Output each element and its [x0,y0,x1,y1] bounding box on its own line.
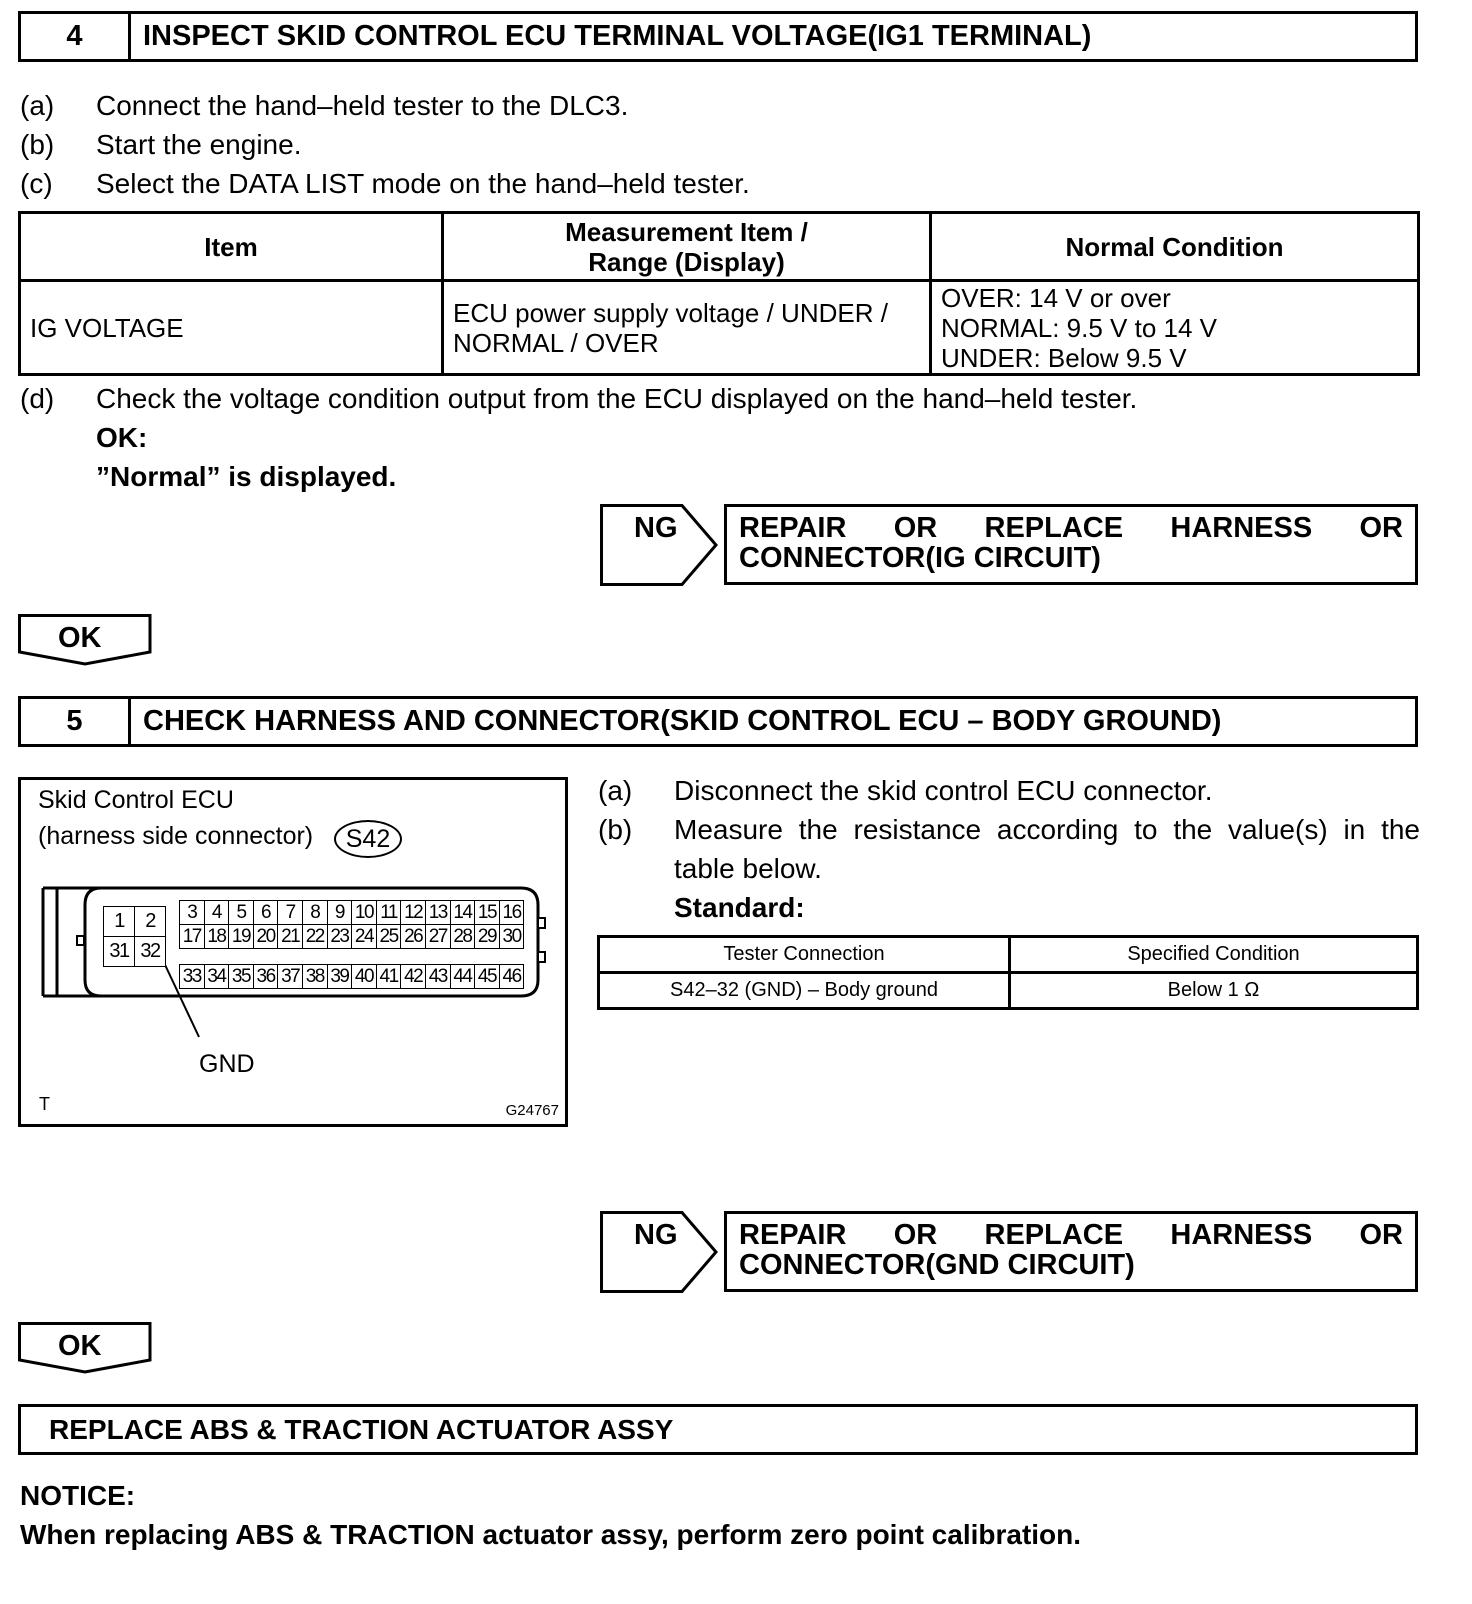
pin-20: 20 [253,924,279,949]
standard-label: Standard: [674,892,805,923]
pin-9: 9 [327,900,353,925]
step-label: (b) [20,129,55,160]
pin-32: 32 [134,936,166,967]
step-number: 5 [21,699,131,744]
header-specified-condition: Specified Condition [1010,937,1418,973]
step-text: Disconnect the skid control ECU connector. [674,775,1213,806]
pin-12: 12 [400,900,426,925]
header-measurement [443,213,931,281]
final-title: REPLACE ABS & TRACTION ACTUATOR ASSY [49,1413,674,1445]
pin-27: 27 [425,924,451,949]
pin-24: 24 [351,924,377,949]
step-4a [20,90,628,122]
pin-31: 31 [103,936,135,967]
word: OR [893,512,938,544]
step-text: Start the engine. [96,129,302,160]
pin-8: 8 [302,900,328,925]
word: HARNESS [1170,512,1313,544]
header-item: Item [20,213,443,281]
step-4c [20,168,750,200]
pin-33: 33 [179,964,205,989]
cell-item: IG VOLTAGE [20,281,443,375]
header-tester-connection: Tester Connection [599,937,1010,973]
pin-16: 16 [499,900,525,925]
cell-line: UNDER: Below 9.5 V [941,342,1187,373]
word: REPAIR [739,1219,847,1251]
pin-19: 19 [228,924,254,949]
gnd-label: GND [199,1050,255,1078]
step-5a [598,775,1212,807]
step-label: (a) [598,775,633,806]
step-5b [598,814,1420,846]
pin-3: 3 [179,900,205,925]
step-title: CHECK HARNESS AND CONNECTOR(SKID CONTROL ECU – BODY GROUND) [143,705,1222,737]
step-number: 4 [21,14,131,59]
pin-28: 28 [450,924,476,949]
pin-10: 10 [351,900,377,925]
step-5-header [18,696,1418,747]
pin-30: 30 [499,924,525,949]
connector-diagram [18,777,568,1127]
header-line: Measurement Item / [565,216,808,247]
resistance-table [597,935,1419,1010]
pin-2: 2 [134,906,166,937]
data-list-table [18,211,1420,376]
ng-result-line: CONNECTOR(GND CIRCUIT) [739,1249,1135,1281]
step-label: (a) [20,90,55,121]
pin-29: 29 [474,924,500,949]
step-4d [20,383,1137,415]
word: OR [1359,512,1403,544]
pin-21: 21 [277,924,303,949]
cell-line: NORMAL: 9.5 V to 14 V [941,312,1218,343]
pin-6: 6 [253,900,279,925]
ng-label: NG [634,512,678,544]
pin-7: 7 [277,900,303,925]
step-text: Check the voltage condition output from the ECU displayed on the hand–held tester. [96,383,1138,414]
pin-14: 14 [450,900,476,925]
word: OR [1359,1219,1403,1251]
ok-label: OK: [96,422,148,453]
notice-text: When replacing ABS & TRACTION actuator assy, perform zero point calibration. [20,1519,1082,1550]
pin-13: 13 [425,900,451,925]
pin-22: 22 [302,924,328,949]
ng-result-line [739,1220,1403,1250]
header-line: Range (Display) [588,246,785,277]
pin-45: 45 [474,964,500,989]
cell-normal [931,281,1419,375]
pin-38: 38 [302,964,328,989]
step-title: INSPECT SKID CONTROL ECU TERMINAL VOLTAGE(IG1 TERMINAL) [143,20,1092,52]
pin-1: 1 [103,906,135,937]
cell-line: ECU power supply voltage / UNDER / [453,297,888,328]
ng-result-box [724,1211,1418,1292]
pin-39: 39 [327,964,353,989]
step-label: (b) [598,814,633,845]
cell-line: NORMAL / OVER [453,327,659,358]
step-4b [20,129,301,161]
word: REPLACE [984,512,1124,544]
header-normal: Normal Condition [931,213,1419,281]
step-label: (c) [20,168,53,199]
step-text: Connect the hand–held tester to the DLC3. [96,90,629,121]
pin-4: 4 [204,900,230,925]
pin-34: 34 [204,964,230,989]
pin-15: 15 [474,900,500,925]
step-label: (d) [20,383,55,414]
ng-result-line: CONNECTOR(IG CIRCUIT) [739,542,1101,574]
word: HARNESS [1170,1219,1313,1251]
ng-label: NG [634,1219,678,1251]
pin-18: 18 [204,924,230,949]
cell-line: OVER: 14 V or over [941,282,1171,313]
cell-tester-connection: S42–32 (GND) – Body ground [599,973,1010,1009]
notice-label: NOTICE: [20,1480,136,1511]
pin-23: 23 [327,924,353,949]
pin-37: 37 [277,964,303,989]
word: OR [893,1219,938,1251]
pin-26: 26 [400,924,426,949]
ng-result-line [739,513,1403,543]
ok-arrow-label: OK [58,622,102,654]
step-4-header [18,11,1418,62]
diagram-title: Skid Control ECU [38,786,234,814]
pin-43: 43 [425,964,451,989]
pin-41: 41 [376,964,402,989]
cell-measurement [443,281,931,375]
pin-44: 44 [450,964,476,989]
pin-42: 42 [400,964,426,989]
word: REPAIR [739,512,847,544]
corner-mark: T [39,1094,50,1114]
final-step-header [18,1404,1418,1455]
pin-5: 5 [228,900,254,925]
pin-40: 40 [351,964,377,989]
pin-25: 25 [376,924,402,949]
step-text: Select the DATA LIST mode on the hand–held tester. [96,168,750,199]
step-text-cont: table below. [674,853,822,884]
ok-condition: ”Normal” is displayed. [96,461,397,492]
pin-36: 36 [253,964,279,989]
step-text: Measure the resistance according to the value(s) in the [674,814,1420,845]
pin-11: 11 [376,900,402,925]
pin-35: 35 [228,964,254,989]
word: REPLACE [984,1219,1124,1251]
ng-result-box [724,504,1418,585]
diagram-subtitle: (harness side connector) [38,822,314,850]
figure-id: G24767 [505,1102,559,1119]
connector-code: S42 [334,820,402,858]
ok-arrow-label: OK [58,1330,102,1362]
pin-17: 17 [179,924,205,949]
pin-46: 46 [499,964,525,989]
cell-specified-condition: Below 1 Ω [1010,973,1418,1009]
